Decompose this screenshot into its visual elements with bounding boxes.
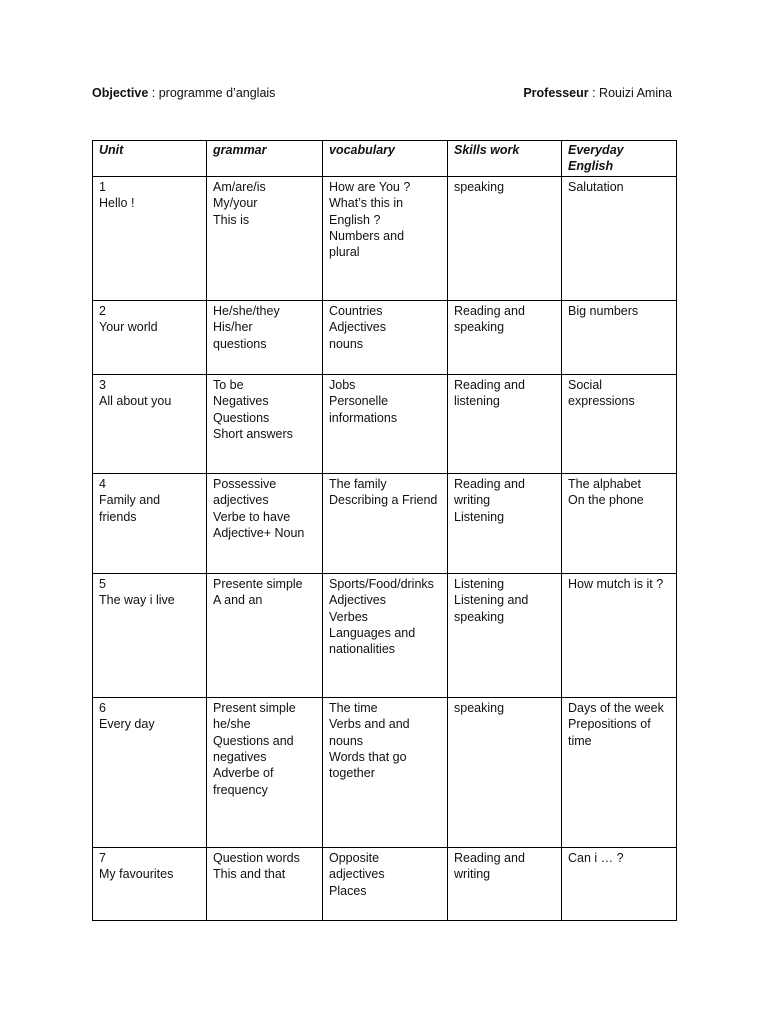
cell-line: adjectives	[329, 867, 385, 882]
table-cell-vocabulary	[323, 573, 448, 697]
cell-line: Places	[329, 883, 367, 898]
cell-line: speaking	[454, 609, 505, 624]
table-cell-grammar	[207, 473, 323, 573]
cell-line: Prepositions of	[568, 717, 651, 732]
cell-line: 6	[99, 700, 106, 715]
table-body	[93, 176, 677, 920]
cell-line: My/your	[213, 196, 258, 211]
cell-line: nouns	[329, 336, 364, 351]
table-row	[93, 374, 677, 473]
table-cell-unit	[93, 374, 207, 473]
cell-line: Family and	[99, 493, 161, 508]
cell-line: A and an	[213, 593, 263, 608]
cell-line: 3	[99, 377, 106, 392]
cell-line: speaking	[454, 700, 505, 715]
cell-line: Languages and	[329, 626, 416, 641]
cell-line: Salutation	[568, 179, 624, 194]
table-cell-everyday	[562, 374, 677, 473]
table-cell-unit	[93, 473, 207, 573]
table-cell-vocabulary	[323, 300, 448, 374]
table-cell-grammar	[207, 300, 323, 374]
cell-line: Adjectives	[329, 593, 386, 608]
cell-line: Personelle	[329, 394, 389, 409]
cell-line: Can i … ?	[568, 850, 624, 865]
table-cell-grammar	[207, 374, 323, 473]
cell-line: The alphabet	[568, 476, 641, 491]
cell-line: How mutch is it ?	[568, 576, 664, 591]
cell-line: Big numbers	[568, 303, 639, 318]
table-cell-everyday	[562, 573, 677, 697]
table-cell-grammar	[207, 176, 323, 300]
teacher-separator: :	[588, 86, 600, 100]
table-cell-vocabulary	[323, 374, 448, 473]
cell-line: Opposite	[329, 850, 380, 865]
table-cell-unit	[93, 697, 207, 847]
table-cell-everyday	[562, 697, 677, 847]
cell-line: Negatives	[213, 394, 269, 409]
program-table	[92, 140, 677, 921]
cell-line: Every day	[99, 717, 155, 732]
column-header-everyday-english: Everyday English	[562, 141, 677, 177]
cell-line: To be	[213, 377, 244, 392]
table-cell-skills	[448, 300, 562, 374]
table-cell-skills	[448, 473, 562, 573]
table-cell-unit	[93, 300, 207, 374]
table-cell-skills	[448, 847, 562, 920]
cell-line: listening	[454, 394, 500, 409]
cell-line: 1	[99, 179, 106, 194]
cell-line: Possessive	[213, 476, 277, 491]
cell-line: Social	[568, 377, 603, 392]
cell-line: 7	[99, 850, 106, 865]
table-cell-grammar	[207, 573, 323, 697]
cell-line: On the phone	[568, 493, 644, 508]
table-row	[93, 573, 677, 697]
cell-line: Reading and	[454, 476, 525, 491]
cell-line: informations	[329, 410, 398, 425]
cell-line: The way i live	[99, 593, 175, 608]
cell-line: Questions	[213, 410, 270, 425]
cell-line: Words that go	[329, 750, 407, 765]
cell-line: Short answers	[213, 427, 293, 442]
table-cell-vocabulary	[323, 473, 448, 573]
document-header	[92, 86, 672, 104]
table-cell-everyday	[562, 847, 677, 920]
cell-line: expressions	[568, 394, 635, 409]
table-cell-unit	[93, 847, 207, 920]
cell-line: English ?	[329, 212, 381, 227]
cell-line: questions	[213, 336, 267, 351]
table-cell-everyday	[562, 473, 677, 573]
cell-line: Days of the week	[568, 700, 664, 715]
cell-line: nationalities	[329, 642, 396, 657]
cell-line: Adjective+ Noun	[213, 526, 305, 541]
cell-line: Reading and	[454, 850, 525, 865]
cell-line: How are You ?	[329, 179, 411, 194]
table-cell-everyday	[562, 300, 677, 374]
cell-line: Am/are/is	[213, 179, 266, 194]
table-cell-unit	[93, 573, 207, 697]
teacher-label: Professeur	[523, 86, 589, 100]
objective-separator: :	[148, 86, 159, 100]
table-cell-skills	[448, 697, 562, 847]
cell-line: Reading and	[454, 377, 525, 392]
table-cell-unit	[93, 176, 207, 300]
cell-line: Verbe to have	[213, 509, 291, 524]
objective-line	[92, 86, 275, 100]
cell-line: Adjectives	[329, 320, 386, 335]
cell-line: 5	[99, 576, 106, 591]
cell-line: time	[568, 733, 592, 748]
table-row	[93, 176, 677, 300]
column-header-unit: Unit	[93, 141, 207, 177]
cell-line: Verbs and and	[329, 717, 410, 732]
cell-line: adjectives	[213, 493, 269, 508]
cell-line: Present simple	[213, 700, 296, 715]
cell-line: friends	[99, 509, 137, 524]
cell-line: plural	[329, 245, 360, 260]
cell-line: His/her	[213, 320, 253, 335]
cell-line: 4	[99, 476, 106, 491]
table-row	[93, 697, 677, 847]
teacher-line	[523, 86, 672, 100]
cell-line: Listening	[454, 576, 505, 591]
table-cell-vocabulary	[323, 176, 448, 300]
cell-line: Describing a Friend	[329, 493, 438, 508]
table-cell-grammar	[207, 697, 323, 847]
cell-line: speaking	[454, 320, 505, 335]
teacher-value: Rouizi Amina	[599, 86, 672, 100]
cell-line: writing	[454, 493, 491, 508]
table-cell-skills	[448, 573, 562, 697]
column-header-grammar: grammar	[207, 141, 323, 177]
cell-line: Listening	[454, 509, 505, 524]
table-header-row	[93, 141, 677, 177]
table-cell-vocabulary	[323, 847, 448, 920]
cell-line: nouns	[329, 733, 364, 748]
cell-line: Presente simple	[213, 576, 303, 591]
cell-line: Verbes	[329, 609, 368, 624]
table-cell-grammar	[207, 847, 323, 920]
column-header-skills-work: Skills work	[448, 141, 562, 177]
cell-line: Reading and	[454, 303, 525, 318]
table-row	[93, 300, 677, 374]
cell-line: together	[329, 766, 375, 781]
cell-line: Listening and	[454, 593, 529, 608]
table-row	[93, 847, 677, 920]
cell-line: Jobs	[329, 377, 356, 392]
cell-line: he/she	[213, 717, 251, 732]
objective-label: Objective	[92, 86, 149, 100]
cell-line: This and that	[213, 867, 286, 882]
cell-line: The time	[329, 700, 378, 715]
cell-line: Sports/Food/drinks	[329, 576, 434, 591]
cell-line: Question words	[213, 850, 300, 865]
cell-line: The family	[329, 476, 387, 491]
cell-line: negatives	[213, 750, 267, 765]
cell-line: speaking	[454, 179, 505, 194]
cell-line: Adverbe of	[213, 766, 274, 781]
cell-line: Your world	[99, 320, 158, 335]
cell-line: Hello !	[99, 196, 135, 211]
cell-line: Countries	[329, 303, 383, 318]
cell-line: writing	[454, 867, 491, 882]
column-header-vocabulary: vocabulary	[323, 141, 448, 177]
table-cell-everyday	[562, 176, 677, 300]
cell-line: My favourites	[99, 867, 174, 882]
cell-line: frequency	[213, 782, 268, 797]
cell-line: He/she/they	[213, 303, 280, 318]
table-cell-skills	[448, 374, 562, 473]
table-cell-vocabulary	[323, 697, 448, 847]
objective-value: programme d’anglais	[158, 86, 276, 100]
table-cell-skills	[448, 176, 562, 300]
cell-line: Numbers and	[329, 229, 405, 244]
cell-line: This is	[213, 212, 250, 227]
cell-line: 2	[99, 303, 106, 318]
cell-line: All about you	[99, 394, 172, 409]
table-row	[93, 473, 677, 573]
cell-line: Questions and	[213, 733, 294, 748]
cell-line: What’s this in	[329, 196, 404, 211]
